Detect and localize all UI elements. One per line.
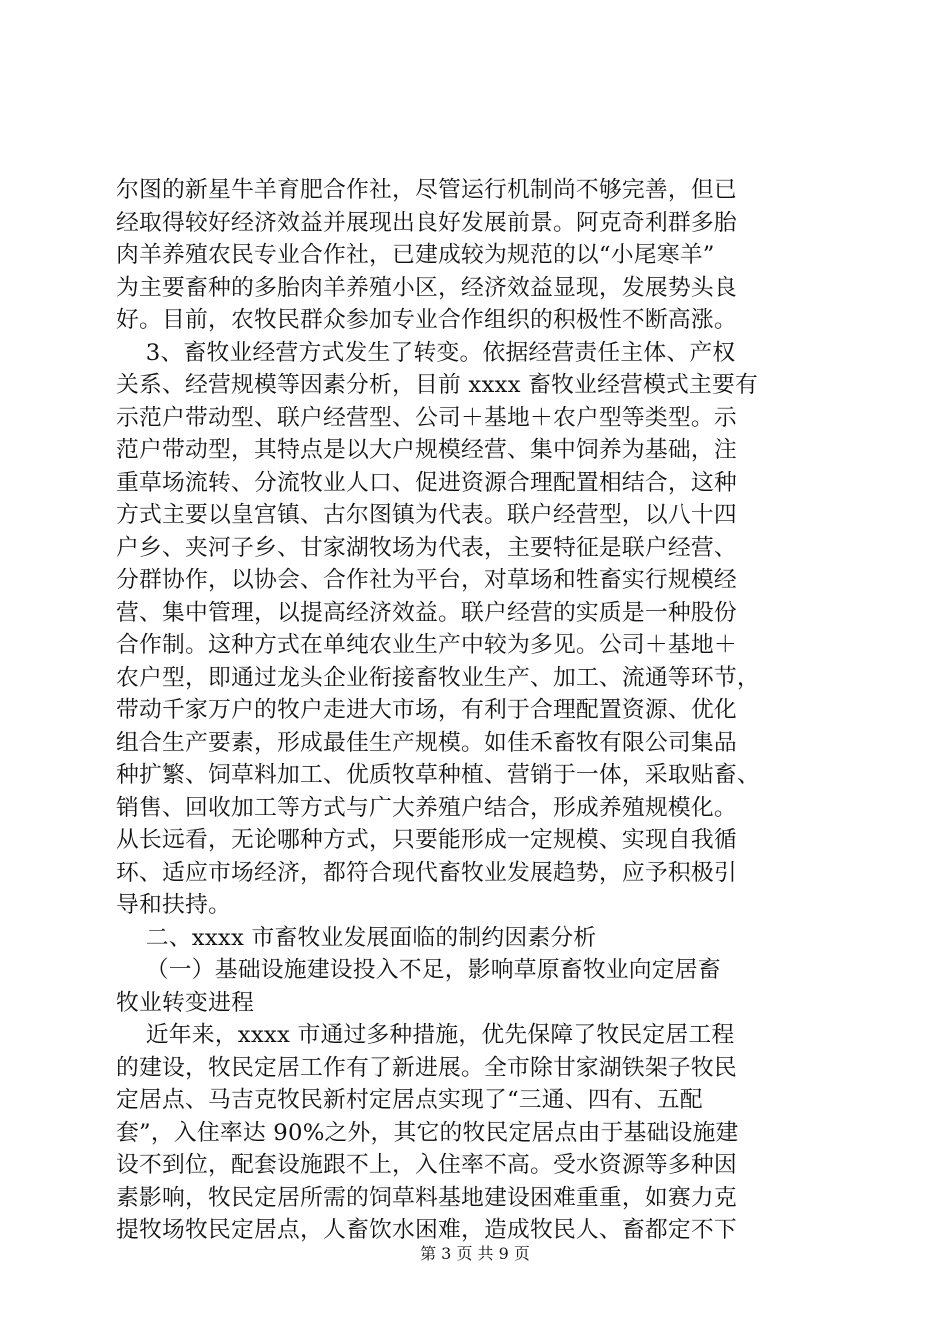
text-line: 关系、经营规模等因素分析，目前 xxxx 畜牧业经营模式主要有 bbox=[116, 372, 759, 398]
text-line: 方式主要以皇宫镇、古尔图镇为代表。联户经营型，以八十四 bbox=[116, 502, 737, 528]
text-line: 套”，入住率达 90%之外，其它的牧民定居点由于基础设施建 bbox=[116, 1119, 739, 1146]
text-line: 营、集中管理，以提高经济效益。联户经营的实质是一种股份 bbox=[116, 599, 737, 626]
document-body bbox=[116, 174, 836, 1247]
text-line: （一）基础设施建设投入不足，影响草原畜牧业向定居畜 bbox=[116, 957, 721, 983]
text-line: 好。目前，农牧民群众参加专业合作组织的积极性不断高涨。 bbox=[116, 307, 737, 333]
text-line: 组合生产要素，形成最佳生产规模。如佳禾畜牧有限公司集品 bbox=[116, 729, 737, 756]
text-line: 素影响，牧民定居所需的饲草料基地建设困难重重，如赛力克 bbox=[116, 1184, 737, 1211]
text-line: 示范户带动型、联户经营型、公司＋基地＋农户型等类型。示 bbox=[116, 404, 737, 431]
text-line: 种扩繁、饲草料加工、优质牧草种植、营销于一体，采取贴畜、 bbox=[116, 762, 760, 788]
text-line: 经取得较好经济效益并展现出良好发展前景。阿克奇利群多胎 bbox=[116, 209, 737, 236]
text-line: 分群协作，以协会、合作社为平台，对草场和牲畜实行规模经 bbox=[116, 567, 737, 593]
text-line: 尔图的新星牛羊育肥合作社，尽管运行机制尚不够完善，但已 bbox=[116, 177, 737, 203]
text-line: 设不到位，配套设施跟不上，入住率不高。受水资源等多种因 bbox=[116, 1152, 737, 1178]
text-line: 重草场流转、分流牧业人口、促进资源合理配置相结合，这种 bbox=[116, 469, 737, 496]
text-line: 农户型，即通过龙头企业衔接畜牧业生产、加工、流通等环节， bbox=[116, 664, 760, 691]
text-line: 肉羊养殖农民专业合作社，已建成较为规范的以“小尾寒羊” bbox=[116, 242, 715, 268]
text-line: 牧业转变进程 bbox=[116, 989, 254, 1016]
text-line: 的建设，牧民定居工作有了新进展。全市除甘家湖铁架子牧民 bbox=[116, 1054, 737, 1081]
text-line: 合作制。这种方式在单纯农业生产中较为多见。公司＋基地＋ bbox=[116, 632, 737, 658]
page-footer: 第 3 页 共 9 页 bbox=[420, 1244, 530, 1263]
text-line: 3、畜牧业经营方式发生了转变。依据经营责任主体、产权 bbox=[116, 339, 736, 366]
text-line: 带动千家万户的牧户走进大市场，有利于合理配置资源、优化 bbox=[116, 697, 737, 723]
text-line: 定居点、马吉克牧民新村定居点实现了“三通、四有、五配 bbox=[116, 1087, 703, 1113]
text-line: 导和扶持。 bbox=[116, 892, 231, 918]
text-line: 从长远看，无论哪种方式，只要能形成一定规模、实现自我循 bbox=[116, 827, 737, 853]
text-line: 户乡、夹河子乡、甘家湖牧场为代表，主要特征是联户经营、 bbox=[116, 534, 737, 561]
text-line: 范户带动型，其特点是以大户规模经营、集中饲养为基础，注 bbox=[116, 437, 737, 463]
text-line: 二、xxxx 市畜牧业发展面临的制约因素分析 bbox=[116, 924, 597, 951]
text-line: 为主要畜种的多胎肉羊养殖小区，经济效益显现，发展势头良 bbox=[116, 274, 737, 301]
text-line: 近年来，xxxx 市通过多种措施，优先保障了牧民定居工程 bbox=[116, 1022, 735, 1048]
text-line: 环、适应市场经济，都符合现代畜牧业发展趋势，应予积极引 bbox=[116, 859, 737, 886]
text-line: 提牧场牧民定居点，人畜饮水困难，造成牧民人、畜都定不下 bbox=[116, 1217, 737, 1243]
text-line: 销售、回收加工等方式与广大养殖户结合，形成养殖规模化。 bbox=[116, 794, 737, 821]
